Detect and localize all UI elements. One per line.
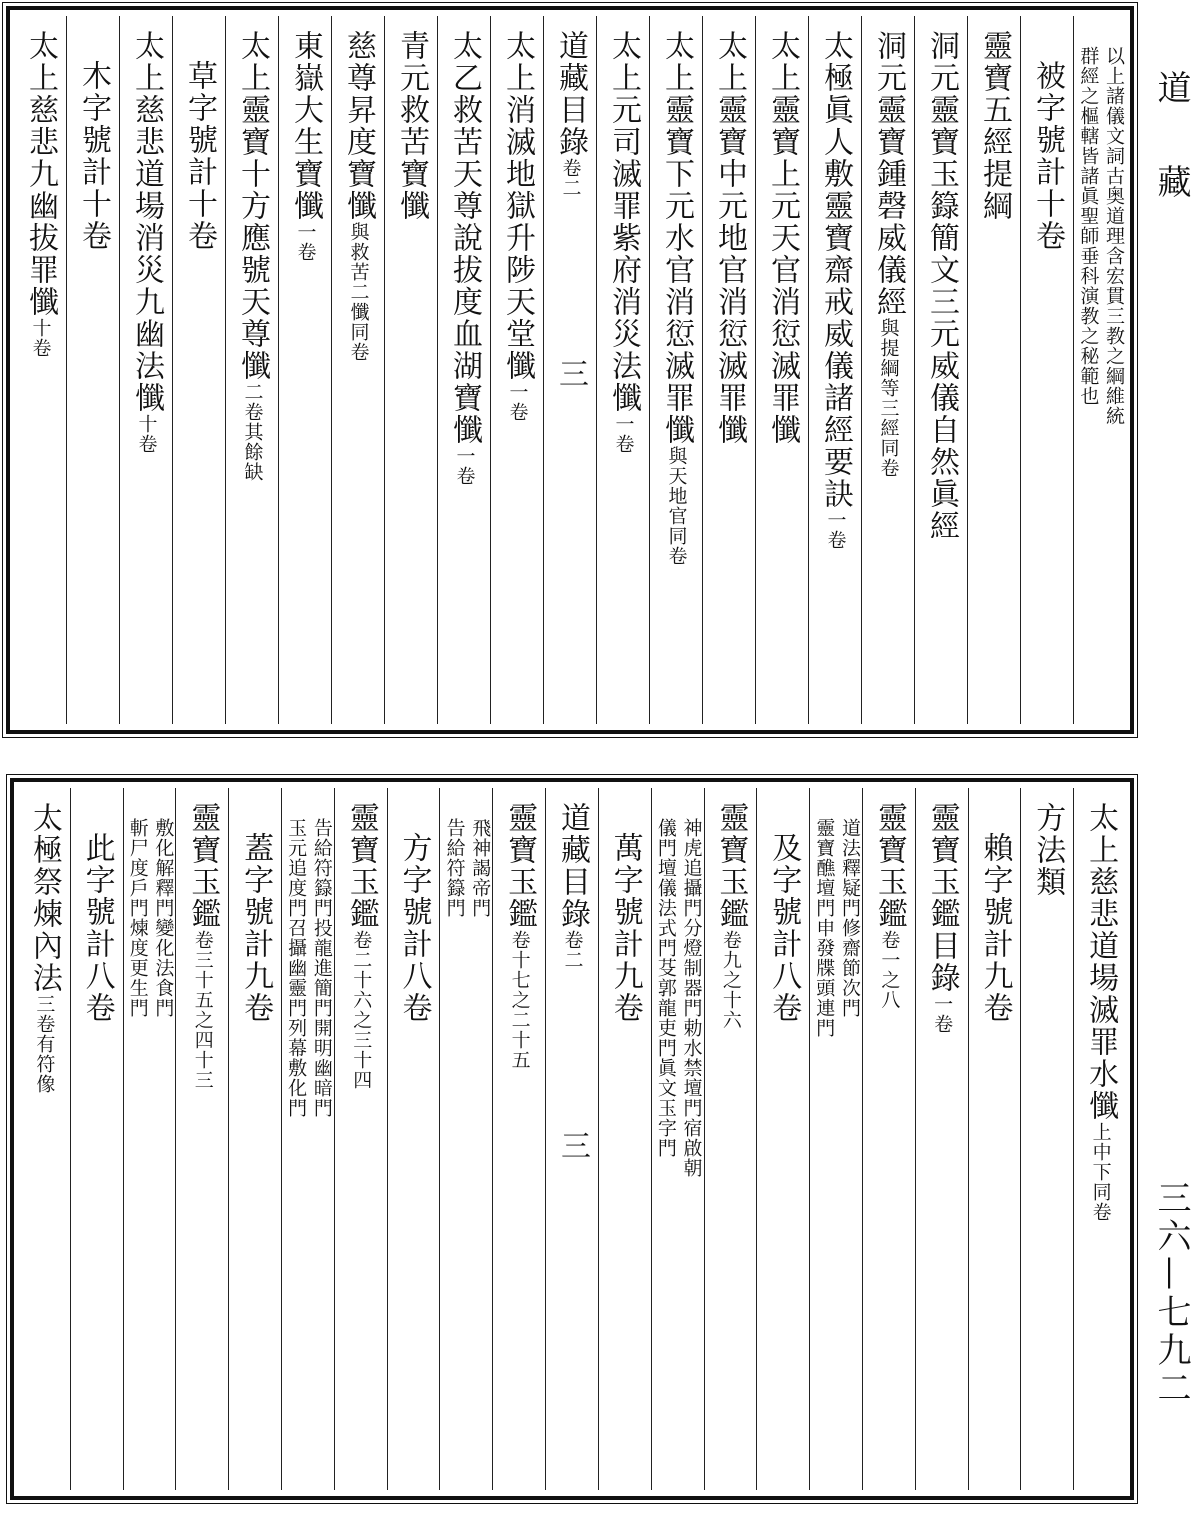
- text-column: [808, 16, 861, 724]
- entry-annotation: 卷九之十六: [719, 930, 742, 1030]
- leaf-number: 三: [553, 358, 588, 390]
- entry-title: 太上慈悲道場滅罪水懺: [1083, 802, 1119, 1122]
- entry-annotation: 卷二: [561, 930, 584, 970]
- entry-title: 太乙救苦天尊說拔度血湖寶懺: [447, 30, 482, 446]
- entry-title: 此字號計八卷: [79, 832, 115, 1024]
- text-column: [1020, 788, 1073, 1490]
- text-column: [387, 788, 440, 1490]
- annotation-line: 道法釋疑門修齋節次門: [838, 818, 861, 1018]
- entry-title: 草字號計十卷: [182, 60, 217, 252]
- entry-title: 被字號計十卷: [1030, 60, 1065, 252]
- entry-title: 方法類: [1030, 802, 1066, 898]
- entry-annotation: 一卷: [824, 510, 847, 550]
- text-column: [862, 788, 915, 1490]
- entry-annotation: 卷二: [559, 158, 582, 198]
- text-column: [123, 788, 176, 1490]
- entry-title: 靈寶玉鑑: [343, 802, 379, 930]
- text-column: [14, 16, 66, 724]
- text-column: [70, 788, 123, 1490]
- text-column: [492, 788, 545, 1490]
- entry-annotation: 一卷: [453, 446, 476, 486]
- entry-title: 方字號計八卷: [396, 832, 432, 1024]
- annotation-line: 靈寶醮壇門申發牒頭連門: [813, 818, 836, 1038]
- text-column: [914, 16, 967, 724]
- entry-title: 太上慈悲道場消災九幽法懺: [129, 30, 164, 414]
- entry-annotation: 與提綱等三經同卷: [877, 318, 900, 478]
- text-column: [439, 788, 492, 1490]
- entry-title: 青元救苦寶懺: [394, 30, 429, 222]
- entry-title: 及字號計八卷: [766, 832, 802, 1024]
- text-column: [119, 16, 172, 724]
- text-column: [915, 788, 968, 1490]
- entry-annotation: 卷三十五之四十三: [191, 930, 214, 1090]
- entry-annotation: 卷十七之二十五: [508, 930, 531, 1070]
- entry-annotation: 卷二十六之三十四: [350, 930, 373, 1090]
- text-column: [490, 16, 543, 724]
- entry-annotation: 十卷: [135, 414, 158, 454]
- annotation-line: 告給符籙門: [443, 818, 466, 918]
- entry-title: 太上消滅地獄升陟天堂懺: [500, 30, 535, 382]
- entry-title: 太極眞人敷靈寶齋戒威儀諸經要訣: [818, 30, 853, 510]
- entry-title: 蓋字號計九卷: [238, 832, 274, 1024]
- text-column: [809, 788, 862, 1490]
- annotation-line: 群經之樞轄皆諸眞聖師垂科演教之秘範也: [1077, 46, 1100, 406]
- entry-title: 賴字號計九卷: [977, 832, 1013, 1024]
- page-header: 道藏: [1151, 70, 1191, 258]
- annotation-line: 玉元追度門召攝幽靈門列幕敷化門: [285, 818, 308, 1118]
- text-column: [437, 16, 490, 724]
- text-column: [543, 16, 596, 724]
- entry-title: 道藏目錄: [554, 802, 590, 930]
- text-column: [175, 788, 228, 1490]
- text-column: [968, 788, 1021, 1490]
- entry-title: 太上靈寶十方應號天尊懺: [235, 30, 270, 382]
- entry-annotation: 一卷: [506, 382, 529, 422]
- text-column: [18, 788, 70, 1490]
- entry-annotation: 十卷: [29, 318, 52, 358]
- annotation-line: 儀門壇儀法式門芟郭龍吏門眞文玉字門: [654, 818, 677, 1158]
- text-column: [861, 16, 914, 724]
- text-column: [1073, 16, 1126, 724]
- entry-title: 木字號計十卷: [76, 60, 111, 252]
- text-column: [755, 16, 808, 724]
- annotation-line: 飛神謁帝門: [469, 818, 492, 918]
- entry-title: 太極祭煉內法: [26, 802, 62, 994]
- text-column: [172, 16, 225, 724]
- text-column: [598, 788, 651, 1490]
- text-column: [651, 788, 704, 1490]
- entry-annotation: 三卷有符像: [33, 994, 56, 1094]
- entry-annotation: 卷一之八: [878, 930, 901, 1010]
- text-column: [384, 16, 437, 724]
- annotation-line: 告給符籙門投龍進簡門開明幽暗門: [310, 818, 333, 1118]
- annotation-line: 以上諸儀文詞古奥道理含宏貫三教之綱維統: [1103, 46, 1125, 426]
- entry-title: 洞元靈寶鍾磬威儀經: [871, 30, 906, 318]
- entry-annotation: 二卷其餘缺: [241, 382, 264, 482]
- page-number: 三六—七九二: [1151, 1180, 1191, 1408]
- entry-title: 洞元靈寶玉籙簡文三元威儀自然眞經: [924, 30, 959, 542]
- entry-title: 靈寶五經提綱: [977, 30, 1012, 222]
- entry-title: 太上靈寶下元水官消愆滅罪懺: [659, 30, 694, 446]
- entry-annotation: 上中下同卷: [1089, 1122, 1112, 1222]
- entry-title: 靈寶玉鑑: [185, 802, 221, 930]
- text-column: [756, 788, 809, 1490]
- annotation-line: 神虎追攝門分燈制器門勅水禁壇門宿啟朝: [680, 818, 703, 1178]
- text-column: [649, 16, 702, 724]
- text-column: [228, 788, 281, 1490]
- text-column: [225, 16, 278, 724]
- entry-title: 東嶽大生寶懺: [288, 30, 323, 222]
- top-text-panel: [6, 6, 1134, 734]
- text-column: [334, 788, 387, 1490]
- annotation-line: 敷化解釋門變化法食門: [152, 818, 175, 1018]
- entry-title: 萬字號計九卷: [607, 832, 643, 1024]
- text-column: [596, 16, 649, 724]
- bottom-text-panel: [10, 778, 1134, 1500]
- entry-annotation: 一卷: [612, 414, 635, 454]
- text-column: [281, 788, 334, 1490]
- leaf-number: 三: [554, 1130, 590, 1162]
- entry-title: 太上慈悲九幽拔罪懺: [23, 30, 58, 318]
- text-column: [704, 788, 757, 1490]
- text-column: [66, 16, 119, 724]
- annotation-line: 斬尸度戶門煉度更生門: [126, 818, 149, 1018]
- text-column: [278, 16, 331, 724]
- entry-annotation: 一卷: [294, 222, 317, 262]
- text-column: [331, 16, 384, 724]
- text-column: [967, 16, 1020, 724]
- entry-annotation: 與天地官同卷: [665, 446, 688, 566]
- entry-title: 太上元司滅罪紫府消災法懺: [606, 30, 641, 414]
- entry-title: 靈寶玉鑑: [871, 802, 907, 930]
- entry-title: 太上靈寶中元地官消愆滅罪懺: [712, 30, 747, 446]
- entry-title: 慈尊昇度寶懺: [341, 30, 376, 222]
- text-column: [1020, 16, 1073, 724]
- text-column: [1073, 788, 1126, 1490]
- entry-title: 靈寶玉鑑: [502, 802, 538, 930]
- entry-title: 靈寶玉鑑: [713, 802, 749, 930]
- entry-title: 靈寶玉鑑目錄: [924, 802, 960, 994]
- entry-title: 太上靈寶上元天官消愆滅罪懺: [765, 30, 800, 446]
- entry-annotation: 一卷: [931, 994, 954, 1034]
- text-column: [702, 16, 755, 724]
- entry-annotation: 與救苦二懺同卷: [347, 222, 370, 362]
- entry-title: 道藏目錄: [553, 30, 588, 158]
- text-column: [545, 788, 598, 1490]
